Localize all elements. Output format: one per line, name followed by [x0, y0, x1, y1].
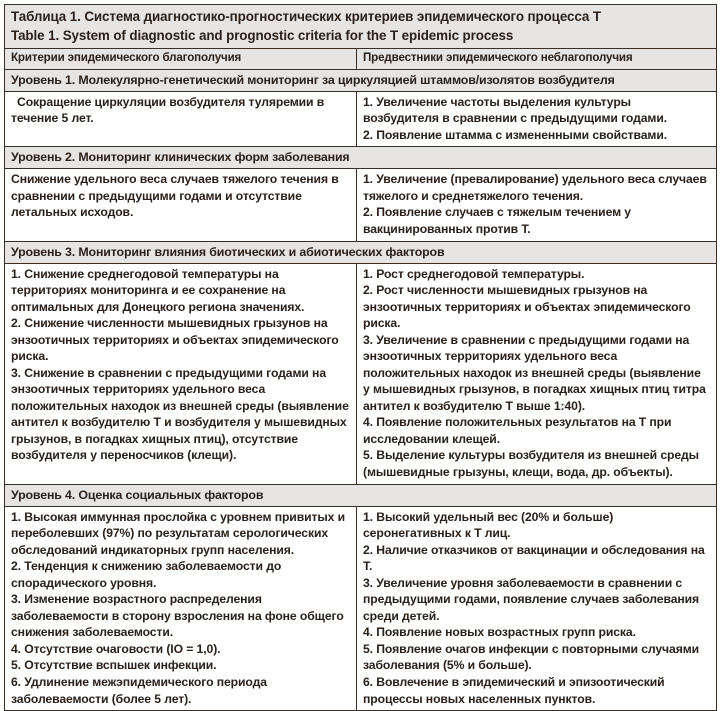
list-item: 5. Появление очагов инфекции с повторными случаями заболевания (5% и больше).	[363, 641, 700, 673]
list-item: 2. Тенденция к снижению заболеваемости до спорадического уровня.	[11, 559, 282, 590]
list-item: 4. Появление новых возрастных групп риска.	[363, 625, 636, 640]
list-item: Сокращение циркуляции возбудителя туляремии в течение 5 лет.	[11, 94, 325, 126]
level-content-row-2	[5, 169, 717, 241]
level-4-right-cell	[357, 506, 717, 710]
level-banner-2: Уровень 2. Мониторинг клинических форм заболевания	[5, 147, 717, 169]
diagnostic-criteria-table	[4, 4, 717, 711]
table-caption	[5, 5, 717, 49]
level-content-row-3	[5, 263, 717, 484]
list-item: 1. Увеличение (превалирование) удельного веса случаев тяжелого и среднетяжелого течения.	[363, 172, 707, 203]
level-3-right-cell	[357, 263, 717, 484]
list-item: Снижение удельного веса случаев тяжелого течения в сравнении с предыдущими годами и отсутствие летальных исходов.	[11, 172, 339, 220]
list-item: 1. Рост среднегодовой температуры.	[363, 266, 585, 281]
level-2-right-cell	[357, 169, 717, 241]
list-item: 3. Снижение в сравнении с предыдущими годами на энзоотичных территориях удельного веса положительных находок из внешней среды (выявление антител к возбудителю Т и возбудителя у мышевидных грызунов, в погадках хищных птиц), отсутствие возбудителя у переносчиков (клещи).	[11, 365, 349, 463]
level-1-left-cell	[5, 91, 357, 147]
level-banner-row-4	[5, 484, 717, 506]
list-item: 5. Отсутствие вспышек инфекции.	[11, 658, 217, 673]
list-item: 2. Появление случаев с тяжелым течением у вакцинированных против Т.	[363, 205, 631, 236]
list-item: 2. Снижение численности мышевидных грызунов на энзоотичных территориях и объектах эпидемического риска.	[11, 316, 339, 364]
column-header-right: Предвестники эпидемического неблагополучия	[357, 49, 717, 69]
table-body	[5, 5, 717, 711]
level-content-row-1	[5, 91, 717, 147]
column-header-left: Критерии эпидемического благополучия	[5, 49, 357, 69]
list-item: 5. Выделение культуры возбудителя из внешней среды (мышевидные грызуны, клещи, вода, др. объекты).	[363, 448, 699, 480]
level-banner-4: Уровень 4. Оценка социальных факторов	[5, 484, 717, 506]
level-3-left-cell	[5, 263, 357, 484]
table-title-en: Table 1. System of diagnostic and prognostic criteria for the T epidemic process	[11, 28, 514, 44]
list-item: 6. Удлинение межэпидемического периода заболеваемости (более 5 лет).	[11, 674, 267, 706]
level-4-left-cell	[5, 506, 357, 710]
list-item: 1. Высокий удельный вес (20% и больше) серонегативных к Т лиц.	[363, 509, 614, 541]
list-item: 6. Вовлечение в эпидемический и эпизоотический процессы новых населенных пунктов.	[363, 674, 665, 706]
list-item: 3. Увеличение уровня заболеваемости в сравнении с предыдущими годами, появление случаев заболевания среди детей.	[363, 575, 700, 623]
table-title-row	[5, 5, 717, 49]
list-item: 1. Увеличение частоты выделения культуры возбудителя в сравнении с предыдущими годами.	[363, 94, 668, 126]
list-item: 1. Снижение среднегодовой температуры на территориях мониторинга и ее сохранение на оптимальных для Донецкого региона значениях.	[11, 266, 305, 314]
level-banner-3: Уровень 3. Мониторинг влияния биотических и абиотических факторов	[5, 241, 717, 263]
list-item: 2. Наличие отказчиков от вакцинации и обследования на Т.	[363, 542, 705, 574]
list-item: 2. Появление штамма с измененными свойствами.	[363, 127, 668, 142]
list-item: 3. Увеличение в сравнении с предыдущими годами на энзоотичных территориях удельного веса положительных находок из внешней среды (выявление у мышевидных грызунов, в погадках хищных птиц титра антител к возбудителю Т выше 1:40).	[363, 332, 706, 413]
list-item: 2. Рост численности мышевидных грызунов на энзоотичных территориях и объектах эпидемического риска.	[363, 283, 691, 331]
list-item: 3. Изменение возрастного распределения заболеваемости в сторону взросления на фоне общего снижения заболеваемости.	[11, 592, 344, 640]
list-item: 4. Появление положительных результатов на Т при исследовании клещей.	[363, 415, 672, 446]
level-banner-row-3	[5, 241, 717, 263]
level-1-right-cell	[357, 91, 717, 147]
list-item: 4. Отсутствие очаговости (IO = 1,0).	[11, 641, 221, 656]
level-banner-row-2	[5, 147, 717, 169]
column-header-row	[5, 49, 717, 69]
level-banner-row-1	[5, 69, 717, 91]
level-content-row-4	[5, 506, 717, 710]
level-banner-1: Уровень 1. Молекулярно-генетический мониторинг за циркуляцией штаммов/изолятов возбудителя	[5, 69, 717, 91]
level-2-left-cell	[5, 169, 357, 241]
table-title-ru: Таблица 1. Система диагностико-прогностических критериев эпидемического процесса Т	[11, 9, 601, 24]
list-item: 1. Высокая иммунная прослойка с уровнем привитых и переболевших (97%) по результатам серологических обследований индикаторных групп населения.	[11, 509, 346, 557]
